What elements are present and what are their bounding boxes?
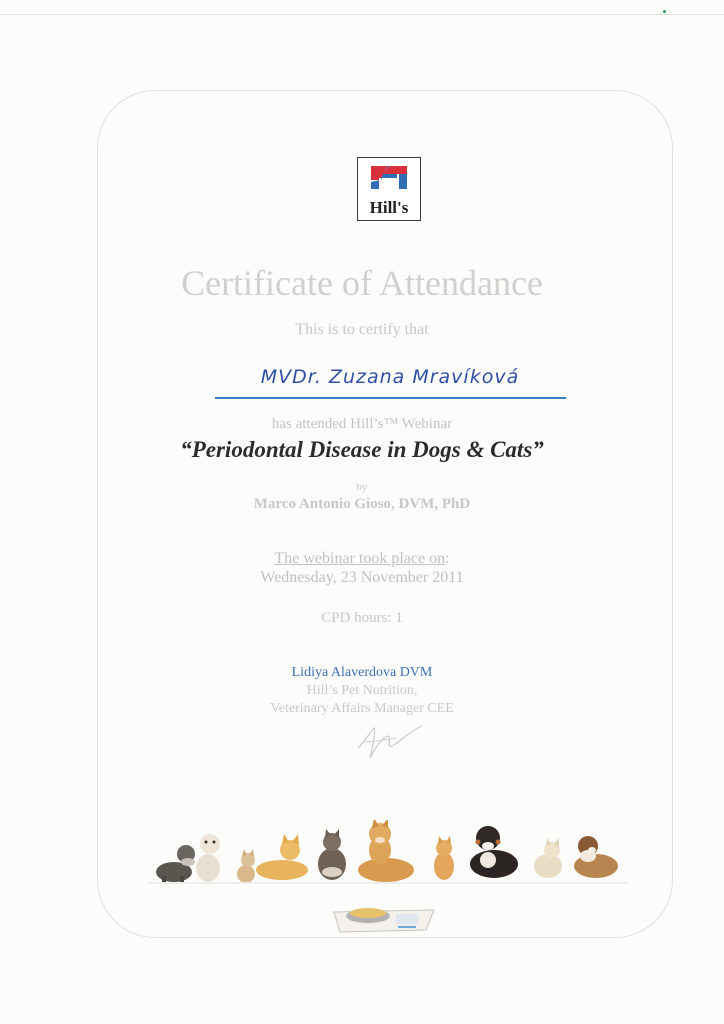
handwritten-signature [352, 718, 426, 764]
presenter-name: Marco Antonio Gioso, DVM, PhD [253, 496, 471, 512]
kitten-icon [237, 849, 255, 883]
webinar-date-label [0, 550, 724, 568]
name-underline [215, 397, 566, 399]
course-title: “Periodontal Disease in Dogs & Cats” [180, 437, 544, 462]
orange-kitten-icon [434, 836, 454, 880]
logo-brand-text: Hill's [369, 198, 409, 217]
hills-logo-icon [358, 158, 420, 198]
attended-line: has attended Hill’s™ Webinar [271, 416, 453, 432]
signatory-name: Lidiya Alaverdova DVM [291, 665, 433, 680]
hills-logo [357, 157, 421, 221]
food-bowl-icon [334, 908, 434, 932]
signatory-role: Veterinary Affairs Manager CEE [270, 701, 454, 716]
certify-line: This is to certify that [295, 321, 429, 338]
took-place-colon: : [445, 550, 450, 567]
recipient-name: MVDr. Zuzana Mravíková [260, 366, 520, 388]
by-label: by [356, 481, 368, 493]
took-place-text: The webinar took place on [274, 550, 446, 567]
cpd-hours: CPD hours: 1 [321, 610, 403, 626]
certificate-title: Certificate of Attendance [181, 263, 543, 303]
shiba-dog-icon [358, 820, 414, 882]
schnauzer-dog-icon [156, 845, 195, 884]
scan-dot [663, 10, 666, 13]
signatory-company: Hill’s Pet Nutrition, [306, 683, 418, 698]
ginger-cat-icon [256, 834, 308, 880]
cream-cat-icon [534, 838, 562, 878]
white-dog-icon [196, 834, 220, 882]
collie-dog-icon [574, 836, 618, 878]
bernese-dog-icon [470, 826, 518, 878]
webinar-date: Wednesday, 23 November 2011 [260, 569, 464, 586]
pets-illustration [148, 820, 628, 935]
tabby-cat-icon [318, 829, 346, 880]
scan-edge-line [0, 14, 724, 15]
